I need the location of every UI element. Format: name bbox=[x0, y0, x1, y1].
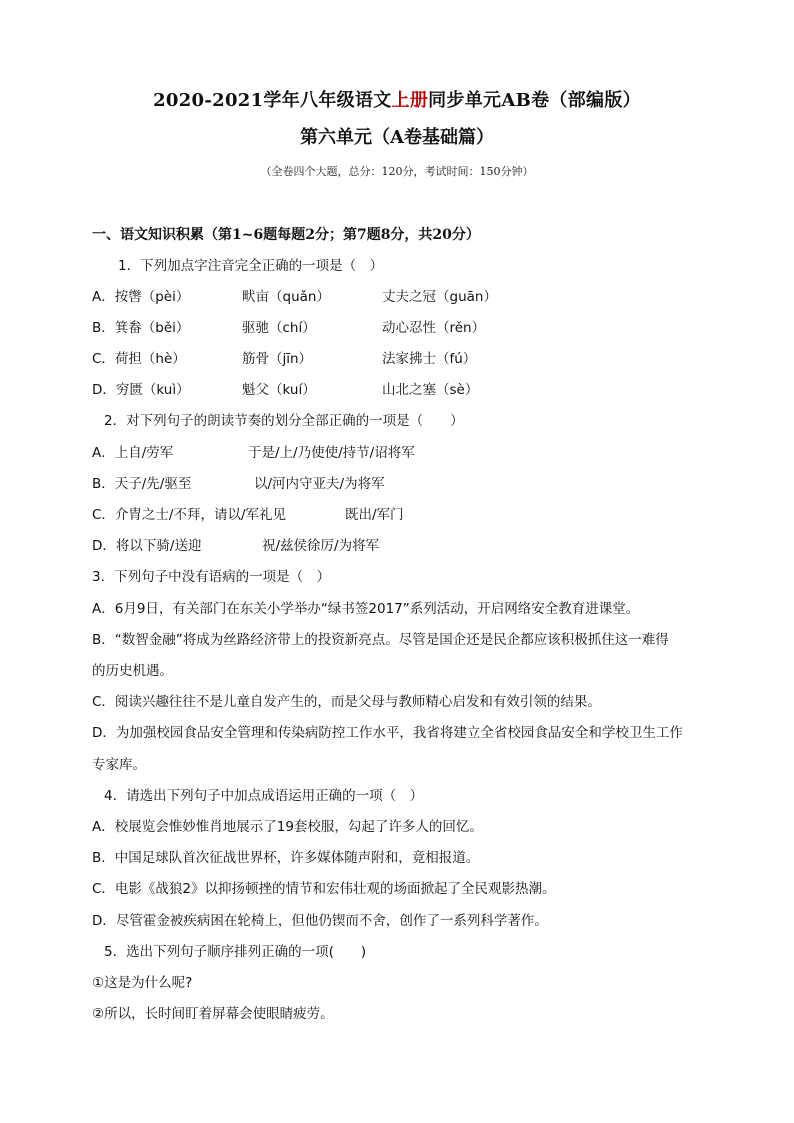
q3-stem: 3．下列句子中没有语病的一项是（ ） bbox=[92, 569, 331, 585]
section-heading: 一、语文知识积累（第1~6题每题2分；第7题8分，共20分） bbox=[92, 227, 480, 243]
title-suffix: 同步单元AB卷（部编版） bbox=[428, 90, 641, 111]
q5-stem: 5．选出下列句子顺序排列正确的一项( ) bbox=[104, 944, 367, 960]
q5-sentence-1: ①这是为什么呢? bbox=[92, 975, 193, 991]
title-highlight: 上册 bbox=[391, 90, 429, 111]
exam-note: （全卷四个大题，总分：120分，考试时间：150分钟） bbox=[260, 165, 534, 178]
q3-option-a: A．6月9日，有关部门在东关小学举办“绿书签2017”系列活动，开启网络安全教育进课堂。 bbox=[92, 601, 640, 617]
exam-page: 2020-2021学年八年级语文上册同步单元AB卷（部编版） 第六单元（A卷基础篇） （全卷四个大题，总分：120分，考试时间：150分钟） 一、语文知识积累（第1~6题每题2分；第7题8分，共20分） 1．下列加点字注音完全正确的一项是（ ） A．按辔（pèi） 畎亩（quǎn） 丈夫之冠（guān） B．箕畚（běi） 驱驰（chí） 动心忍性（rěn） C．荷担（hè） 筋骨（jīn） 法家拂士（fú） D．穷匮（kuì） 魁父（kuí） 山北之塞（sè） 2．对下列句子的朗读节奏的划分全部正确的一项是（ ） A．上自/劳军 于是/上/乃使使/持节/诏将军 B．天子/先/驱至 以/河内守亚夫/为将军 C．介胄之士/不拜，请以/军礼见 既出/军门 D．将以下骑/送迎 祝/兹侯徐厉/为将军 3．下列句子中没有语病的一项是（ ） A．6月9日，有关部门在东关小学举办“绿书签2017”系列活动，开启网络安全教育进课堂。 B．“数智金融”将成为丝路经济带上的投资新亮点。尽管是国企还是民企都应该积极抓住这一难得 的历史机遇。 C．阅读兴趣往往不是儿童自发产生的，而是父母与教师精心启发和有效引领的结果。 D．为加强校园食品安全管理和传染病防控工作水平，我省将建立全省校园食品安全和学校卫生工作 专家库。 4．请选出下列句子中加点成语运用正确的一项（ ） A．校展览会惟妙惟肖地展示了19套校服，勾起了许多人的回忆。 B．中国足球队首次征战世界杯，许多媒体随声附和，竟相报道。 C．电影《战狼2》以抑扬顿挫的情节和宏伟壮观的场面掀起了全民观影热潮。 D．尽管霍金被疾病困在轮椅上，但他仍锲而不舍，创作了一系列科学著作。 5．选出下列句子顺序排列正确的一项( ) ①这是为什么呢? ②所以，长时间盯着屏幕会使眼睛疲劳。 bbox=[0, 0, 794, 1123]
q1-stem: 1．下列加点字注音完全正确的一项是（ ） bbox=[118, 258, 384, 274]
q4-option-a: A．校展览会惟妙惟肖地展示了19套校服，勾起了许多人的回忆。 bbox=[92, 819, 483, 835]
q4-option-c: C．电影《战狼2》以抑扬顿挫的情节和宏伟壮观的场面掀起了全民观影热潮。 bbox=[92, 881, 556, 897]
q4-stem: 4．请选出下列句子中加点成语运用正确的一项（ ） bbox=[104, 788, 424, 804]
q3-option-d-line1: D．为加强校园食品安全管理和传染病防控工作水平，我省将建立全省校园食品安全和学校卫生工作 bbox=[92, 725, 683, 741]
title-prefix: 2020-2021学年八年级语文 bbox=[153, 90, 392, 111]
q4-option-b: B．中国足球队首次征战世界杯，许多媒体随声附和，竟相报道。 bbox=[92, 850, 480, 866]
q2-stem: 2．对下列句子的朗读节奏的划分全部正确的一项是（ ） bbox=[104, 413, 464, 429]
q5-sentence-2: ②所以，长时间盯着屏幕会使眼睛疲劳。 bbox=[92, 1006, 334, 1022]
page-title bbox=[0, 86, 794, 112]
q3-option-d-line2: 专家库。 bbox=[92, 757, 146, 773]
q4-option-d: D．尽管霍金被疾病困在轮椅上，但他仍锲而不舍，创作了一系列科学著作。 bbox=[92, 913, 548, 929]
q3-option-b-line1: B．“数智金融”将成为丝路经济带上的投资新亮点。尽管是国企还是民企都应该积极抓住这一难得 bbox=[92, 632, 669, 648]
q3-option-c: C．阅读兴趣往往不是儿童自发产生的，而是父母与教师精心启发和有效引领的结果。 bbox=[92, 694, 601, 710]
page-subtitle: 第六单元（A卷基础篇） bbox=[300, 127, 494, 148]
q3-option-b-line2: 的历史机遇。 bbox=[92, 663, 173, 679]
